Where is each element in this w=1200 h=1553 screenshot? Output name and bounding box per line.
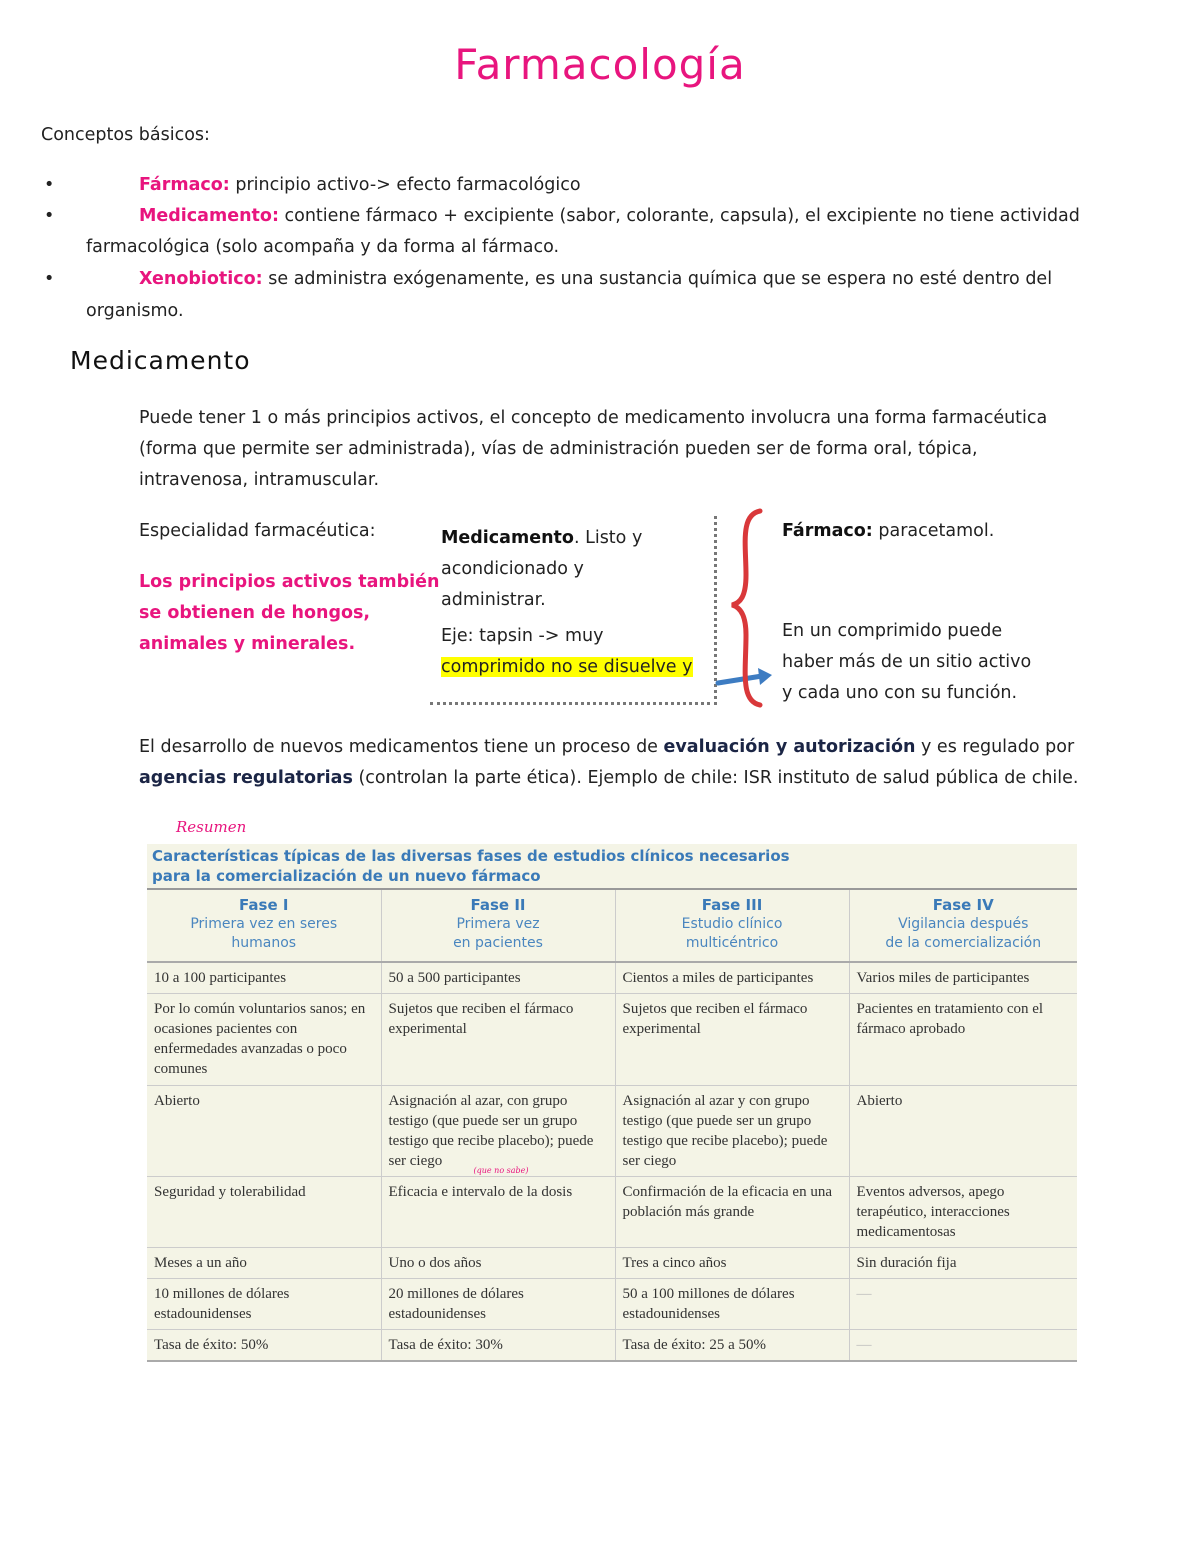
- para2-text: y es regulado por: [915, 737, 1075, 757]
- table-header-row: [147, 889, 1077, 962]
- para2-bold: agencias regulatorias: [139, 768, 353, 788]
- bullet-text: se administra exógenamente, es una sustancia química que se espera no esté dentro del: [262, 269, 1053, 289]
- table-cell: Eficacia e intervalo de la dosis: [381, 1177, 615, 1248]
- table-cell: Sin duración fija: [849, 1248, 1077, 1279]
- box-line: Eje: tapsin -> muy: [441, 626, 604, 646]
- term-medicamento: Medicamento:: [139, 206, 279, 226]
- brace-arrow-graphic: [710, 505, 780, 715]
- intro-label: Conceptos básicos:: [41, 125, 210, 145]
- blue-arrowhead-icon: [758, 668, 772, 685]
- table-cell: 50 a 500 participantes: [381, 962, 615, 994]
- bullet-xenobiotico: [139, 264, 1052, 295]
- table-row: [147, 1177, 1077, 1248]
- comprimido-note: [782, 616, 1031, 709]
- table-title-line: Características típicas de las diversas fases de estudios clínicos necesarios: [152, 847, 790, 865]
- table-cell: Abierto: [147, 1086, 381, 1177]
- table-cell-text: Asignación al azar, con grupo testigo (que puede ser un grupo testigo que recibe placebo); puede ser ciego: [388, 1093, 594, 1169]
- table-cell: Eventos adversos, apego terapéutico, interacciones medicamentosas: [849, 1177, 1077, 1248]
- pink-note-line: animales y minerales.: [139, 634, 356, 654]
- handwritten-resumen: Resumen: [176, 818, 247, 836]
- section-heading: Medicamento: [70, 346, 251, 375]
- table-cell: Tasa de éxito: 30%: [381, 1330, 615, 1362]
- note-line: y cada uno con su función.: [782, 683, 1018, 703]
- table-cell: Varios miles de participantes: [849, 962, 1077, 994]
- paragraph-1: [139, 403, 1047, 496]
- table-cell: 50 a 100 millones de dólares estadounidenses: [615, 1279, 849, 1330]
- table-cell: Cientos a miles de participantes: [615, 962, 849, 994]
- bullet-cont: organismo.: [86, 301, 184, 321]
- para2-text: (controlan la parte ética). Ejemplo de chile: ISR instituto de salud pública de chile.: [352, 768, 1079, 788]
- bullet-dot: •: [44, 269, 55, 289]
- table-cell: [381, 1086, 615, 1177]
- table-title: [152, 846, 790, 886]
- term-xenobiotico: Xenobiotico:: [139, 269, 263, 289]
- box-line: acondicionado y: [441, 559, 584, 579]
- table-row: [147, 1086, 1077, 1177]
- bullet-farmaco: [139, 170, 581, 201]
- table-cell: Seguridad y tolerabilidad: [147, 1177, 381, 1248]
- table-cell: —: [849, 1279, 1077, 1330]
- table-cell: Sujetos que reciben el fármaco experimental: [381, 994, 615, 1086]
- box-highlight-line: comprimido no se disuelve y: [441, 657, 693, 677]
- bullet-cont: farmacológica (solo acompaña y da forma al fármaco.: [86, 237, 560, 257]
- handwritten-note: (que no sabe): [473, 1166, 529, 1175]
- table-cell: Tasa de éxito: 50%: [147, 1330, 381, 1362]
- bullet-text: principio activo-> efecto farmacológico: [229, 175, 581, 195]
- box-bold: Medicamento: [441, 528, 574, 548]
- table-cell: 10 millones de dólares estadounidenses: [147, 1279, 381, 1330]
- table-row: [147, 994, 1077, 1086]
- header-fase-1: Fase I Primera vez en seres humanos: [147, 889, 381, 962]
- table-cell: Tres a cinco años: [615, 1248, 849, 1279]
- table-title-line: para la comercialización de un nuevo fármaco: [152, 867, 541, 885]
- bullet-dot: •: [44, 206, 55, 226]
- pink-note-line: Los principios activos también: [139, 572, 440, 592]
- table-row: [147, 962, 1077, 994]
- paragraph-line: Puede tener 1 o más principios activos, el concepto de medicamento involucra una forma farmacéutica: [139, 408, 1048, 428]
- box-line: administrar.: [441, 590, 546, 610]
- bullet-dot: •: [44, 175, 55, 195]
- farmaco-value: paracetamol.: [872, 521, 995, 541]
- bullet-medicamento: [139, 201, 1080, 232]
- table-cell: Uno o dos años: [381, 1248, 615, 1279]
- note-line: En un comprimido puede: [782, 621, 1003, 641]
- farmaco-line: [782, 516, 994, 547]
- table-cell: Por lo común voluntarios sanos; en ocasiones pacientes con enfermedades avanzadas o poco comunes: [147, 994, 381, 1086]
- header-fase-2: Fase II Primera vez en pacientes: [381, 889, 615, 962]
- para2-bold: evaluación y autorización: [663, 737, 916, 757]
- table-cell: Pacientes en tratamiento con el fármaco aprobado: [849, 994, 1077, 1086]
- paragraph-2: [139, 732, 1078, 794]
- header-fase-4: Fase IV Vigilancia después de la comercialización: [849, 889, 1077, 962]
- phases-table: [147, 888, 1077, 1362]
- farmaco-label: Fármaco:: [782, 521, 873, 541]
- table-cell: Abierto: [849, 1086, 1077, 1177]
- blue-arrow-icon: [718, 676, 762, 683]
- table-cell: —: [849, 1330, 1077, 1362]
- table-cell: Sujetos que reciben el fármaco experimental: [615, 994, 849, 1086]
- table-row: [147, 1248, 1077, 1279]
- pink-note: [139, 567, 439, 660]
- table-cell: 10 a 100 participantes: [147, 962, 381, 994]
- pink-note-line: se obtienen de hongos,: [139, 603, 371, 623]
- para2-text: El desarrollo de nuevos medicamentos tiene un proceso de: [139, 737, 664, 757]
- table-row: [147, 1279, 1077, 1330]
- bullet-text: contiene fármaco + excipiente (sabor, colorante, capsula), el excipiente no tiene actividad: [278, 206, 1080, 226]
- especialidad-label: Especialidad farmacéutica:: [139, 521, 376, 541]
- clinical-phases-table: [147, 844, 1077, 1362]
- table-cell: Asignación al azar y con grupo testigo (que puede ser un grupo testigo que recibe placebo); puede ser ciego: [615, 1086, 849, 1177]
- page-title: Farmacología: [454, 40, 746, 89]
- header-fase-3: Fase III Estudio clínico multicéntrico: [615, 889, 849, 962]
- table-cell: Confirmación de la eficacia en una población más grande: [615, 1177, 849, 1248]
- paragraph-line: (forma que permite ser administrada), vías de administración pueden ser de forma oral, tópica,: [139, 439, 978, 459]
- paragraph-line: intravenosa, intramuscular.: [139, 470, 380, 490]
- table-cell: 20 millones de dólares estadounidenses: [381, 1279, 615, 1330]
- medicamento-box-text: [441, 523, 693, 683]
- term-farmaco: Fármaco:: [139, 175, 230, 195]
- table-cell: Meses a un año: [147, 1248, 381, 1279]
- box-line: . Listo y: [573, 528, 643, 548]
- table-cell: Tasa de éxito: 25 a 50%: [615, 1330, 849, 1362]
- note-line: haber más de un sitio activo: [782, 652, 1032, 672]
- table-row: [147, 1330, 1077, 1362]
